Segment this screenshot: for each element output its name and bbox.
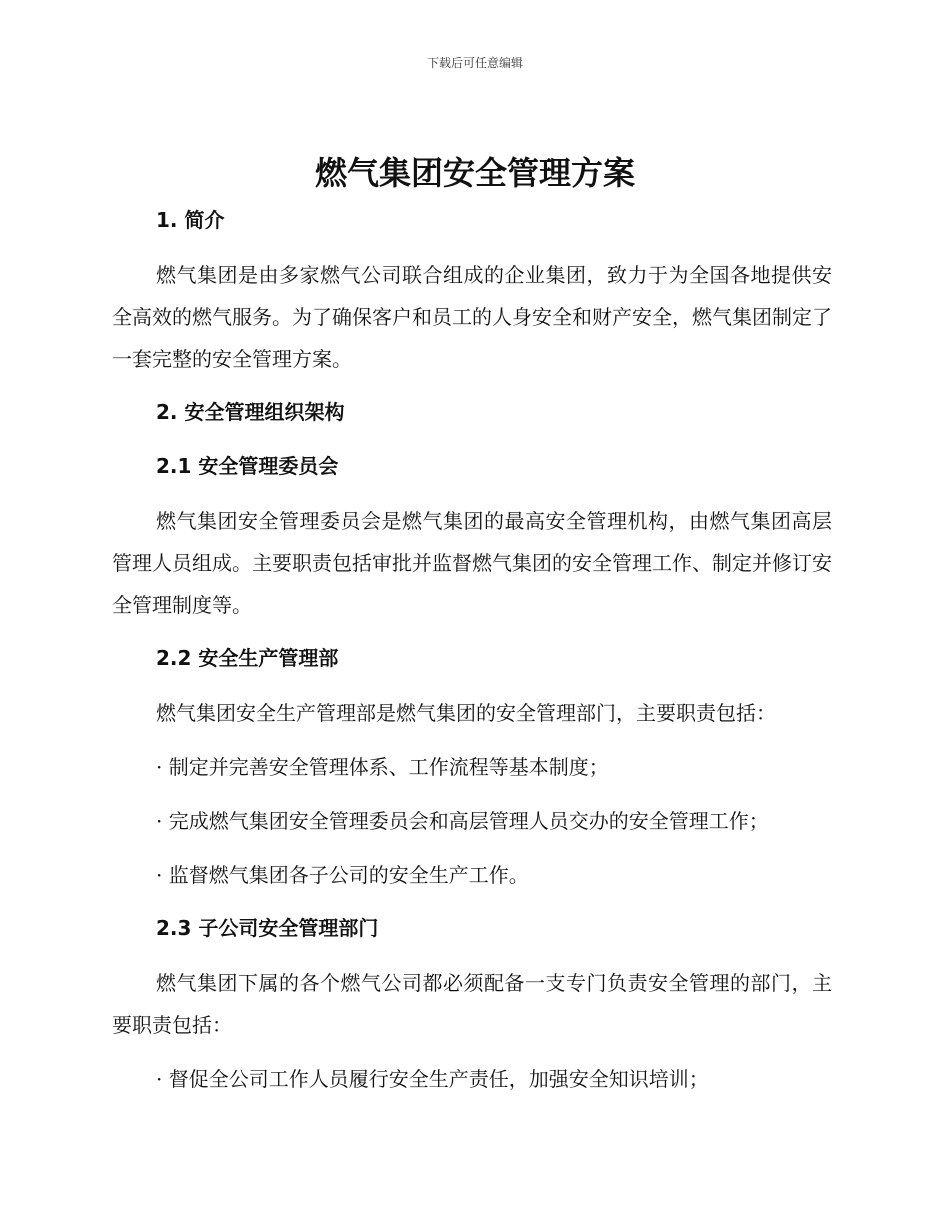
document-title: 燃气集团安全管理方案	[314, 154, 635, 192]
section-2-3-heading: 2.3 子公司安全管理部门	[156, 916, 379, 940]
section-2-3-bullet: · 督促全公司工作人员履行安全生产责任，加强安全知识培训；	[156, 1067, 709, 1091]
section-2-1-heading: 2.1 安全管理委员会	[156, 454, 339, 478]
section-2-1-paragraph: 燃气集团安全管理委员会是燃气集团的最高安全管理机构，由燃气集团高层管理人员组成。主要职责包括审批并监督燃气集团的安全管理工作、制定并修订安全管理制度等。	[112, 509, 832, 617]
section-1-heading: 1. 简介	[156, 208, 225, 232]
section-1-paragraph: 燃气集团是由多家燃气公司联合组成的企业集团，致力于为全国各地提供安全高效的燃气服务。为了确保客户和员工的人身安全和财产安全，燃气集团制定了一套完整的安全管理方案。	[112, 263, 832, 371]
document-body	[112, 200, 832, 1112]
section-2-2-bullet: · 完成燃气集团安全管理委员会和高层管理人员交办的安全管理工作；	[156, 809, 769, 833]
page-header-note: 下载后可任意编辑	[426, 56, 523, 70]
section-2-2-bullet: · 监督燃气集团各子公司的安全生产工作。	[156, 863, 529, 887]
section-2-3-paragraph: 燃气集团下属的各个燃气公司都必须配备一支专门负责安全管理的部门，主要职责包括：	[112, 971, 832, 1037]
section-2-heading: 2. 安全管理组织架构	[156, 400, 345, 424]
section-2-2-heading: 2.2 安全生产管理部	[156, 646, 339, 670]
section-2-2-bullet: · 制定并完善安全管理体系、工作流程等基本制度；	[156, 755, 609, 779]
section-2-2-paragraph: 燃气集团安全生产管理部是燃气集团的安全管理部门，主要职责包括：	[156, 701, 776, 725]
